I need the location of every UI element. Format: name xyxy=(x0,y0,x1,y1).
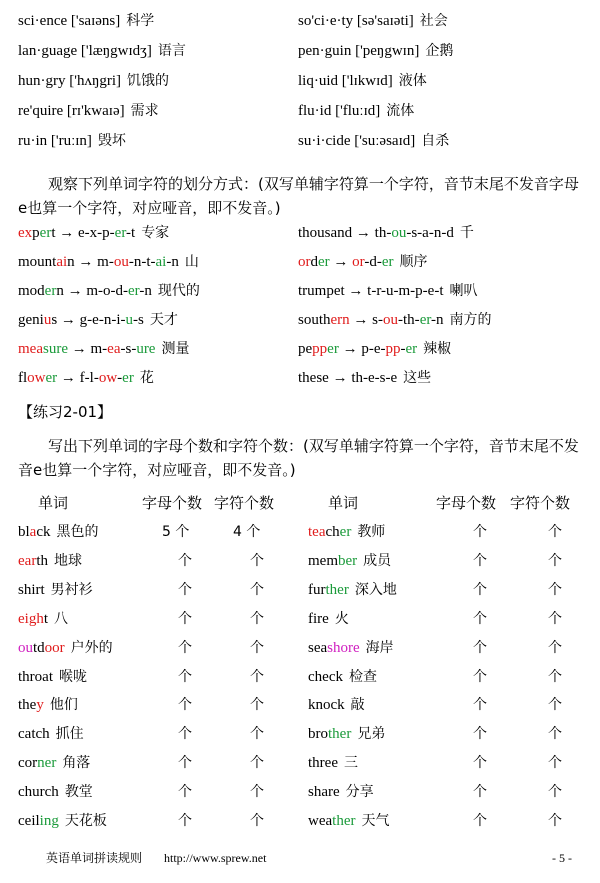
letter-count-right[interactable]: 个 xyxy=(473,581,487,598)
exercise-word-left xyxy=(18,518,99,547)
exercise-word-right-seg: ch xyxy=(325,524,340,540)
vocab-item-right xyxy=(298,38,453,64)
split-item-left-seg: -s xyxy=(132,312,144,328)
split-item-right xyxy=(298,278,477,304)
char-count-left[interactable]: 个 xyxy=(250,755,264,772)
split-item-right-seg: er xyxy=(381,254,394,270)
split-item-right-seg: or xyxy=(352,254,365,270)
vocab-item-right xyxy=(298,8,448,34)
split-item-left xyxy=(18,365,154,391)
split-item-left-seg: mount xyxy=(18,254,57,270)
char-count-left[interactable]: 个 xyxy=(250,813,264,829)
char-count-left[interactable]: 个 xyxy=(250,668,264,685)
chinese-meaning: 教堂 xyxy=(64,784,93,801)
exercise-word-left-seg: ner xyxy=(37,755,57,772)
letter-count-left[interactable]: 个 xyxy=(178,552,192,569)
exercise-word-left-seg: y xyxy=(36,697,44,714)
exercise-word-left xyxy=(18,663,87,692)
chinese-meaning: 海岸 xyxy=(365,639,394,656)
exercise-word-left-seg: oor xyxy=(44,639,65,656)
chinese-meaning: 成员 xyxy=(363,552,392,569)
vocab-item-right xyxy=(298,68,427,94)
exercise-word-left-seg: shirt xyxy=(18,581,45,598)
exercise-word-right xyxy=(308,749,358,778)
split-item-left xyxy=(18,336,189,362)
chinese-meaning: 语言 xyxy=(157,43,186,59)
split-item-left-seg: t xyxy=(51,225,56,241)
chinese-meaning: 顺序 xyxy=(399,254,428,270)
split-item-left-seg: n xyxy=(67,254,75,270)
letter-count-left[interactable]: 个 xyxy=(178,581,192,598)
split-item-right-seg: → s- xyxy=(349,312,384,328)
split-item-left-seg: ow xyxy=(98,370,118,386)
chinese-meaning: 山 xyxy=(184,254,199,270)
exercise-word-left xyxy=(18,634,113,663)
exercise-word-left-seg: church xyxy=(18,784,59,801)
vocab-item-left xyxy=(18,128,126,154)
split-item-left-seg: → e-x-p- xyxy=(55,225,115,241)
split-item-left-seg: n xyxy=(56,283,64,299)
exercise-word-right-seg: ber xyxy=(338,552,358,569)
split-item-right-seg: -s-a-n-d xyxy=(406,225,454,241)
char-count-right[interactable]: 个 xyxy=(548,726,562,743)
letter-count-right[interactable]: 个 xyxy=(473,813,487,829)
vocab-item-right-seg: liq·uid ['lɪkwɪd] xyxy=(298,73,393,89)
split-item-right-seg: sand xyxy=(324,225,353,241)
exercise-word-right xyxy=(308,576,397,605)
split-item-right-seg: these xyxy=(298,370,329,386)
split-item-right-seg: er xyxy=(405,341,418,357)
exercise-word-left xyxy=(18,605,68,634)
split-item-right-seg: → xyxy=(329,254,353,270)
split-item-left-seg: er xyxy=(45,370,58,386)
chinese-meaning: 八 xyxy=(54,610,68,627)
exercise-word-right-seg: ther xyxy=(332,813,356,829)
letter-count-left[interactable]: 个 xyxy=(178,697,192,714)
exercise-word-left-seg: a xyxy=(29,524,37,540)
exercise-word-right xyxy=(308,663,377,692)
char-count-left[interactable]: 个 xyxy=(250,610,264,627)
char-count-left[interactable]: 个 xyxy=(250,552,264,569)
split-item-right-seg: → p-e- xyxy=(338,341,386,357)
split-item-right-seg: pp xyxy=(312,341,328,357)
letter-count-left[interactable]: 个 xyxy=(178,610,192,627)
exercise-word-right-seg: sea xyxy=(308,639,328,656)
chinese-meaning: 饥饿的 xyxy=(127,73,170,89)
exercise-word-right-seg: knock xyxy=(308,697,345,714)
chinese-meaning: 企鹅 xyxy=(425,43,454,59)
char-count-left[interactable]: 个 xyxy=(250,784,264,801)
char-count-right[interactable]: 个 xyxy=(548,813,562,829)
split-item-left-seg: ex xyxy=(18,225,33,241)
exercise-word-right-seg: shore xyxy=(327,639,360,656)
exercise-word-left xyxy=(18,778,93,807)
split-item-left-seg: -n-t- xyxy=(128,254,156,270)
split-item-right-seg: - xyxy=(400,341,406,357)
split-item-left-seg: er xyxy=(114,225,127,241)
char-count-right[interactable]: 个 xyxy=(548,610,562,627)
split-item-left-seg: → g-e-n-i- xyxy=(57,312,126,328)
split-item-left-seg: ea xyxy=(107,341,121,357)
chinese-meaning: 敲 xyxy=(350,697,365,714)
letter-count-left[interactable]: 5 个 xyxy=(162,524,190,540)
exercise-word-left-seg: ing xyxy=(39,813,59,829)
instruction-paragraph-2: 写出下列单词的字母个数和字符个数：(双写单辅字符算一个字符，音节末尾不发音e也算一个字符，对应哑音，即不发音。) xyxy=(18,437,579,479)
letter-count-right[interactable]: 个 xyxy=(473,610,487,627)
chinese-meaning: 教师 xyxy=(357,524,386,540)
exercise-word-left xyxy=(18,547,82,576)
exercise-word-left-seg: throat xyxy=(18,668,53,685)
exercise-word-right-seg: share xyxy=(308,784,340,801)
chinese-meaning: 社会 xyxy=(419,13,448,29)
chinese-meaning: 现代的 xyxy=(157,283,200,299)
split-item-left-seg: mea xyxy=(18,341,43,357)
vocab-item-right xyxy=(298,128,449,154)
char-count-left[interactable]: 个 xyxy=(250,581,264,598)
split-item-left-seg: sure xyxy=(42,341,68,357)
chinese-meaning: 天花板 xyxy=(64,813,107,829)
split-item-left-seg: - xyxy=(117,370,123,386)
chinese-meaning: 液体 xyxy=(398,73,427,89)
split-item-left-seg: → m-o-d- xyxy=(63,283,128,299)
letter-count-right[interactable]: 个 xyxy=(473,552,487,569)
split-item-right xyxy=(298,365,431,391)
exercise-word-right xyxy=(308,691,365,720)
exercise-word-right-seg: check xyxy=(308,668,343,685)
split-item-left-seg: er xyxy=(122,370,134,386)
split-item-right-seg: d xyxy=(310,254,318,270)
exercise-word-left-seg: ceil xyxy=(18,813,40,829)
exercise-word-left xyxy=(18,749,90,778)
vocab-item-left-seg: ru·in ['ruːɪn] xyxy=(18,133,92,149)
exercise-word-left-seg: ou xyxy=(18,639,33,656)
chinese-meaning: 兄弟 xyxy=(357,726,386,743)
chinese-meaning: 分享 xyxy=(345,784,374,801)
split-item-left xyxy=(18,249,199,275)
chinese-meaning: 他们 xyxy=(49,697,78,714)
exercise-word-right-seg: tea xyxy=(308,524,326,540)
vocab-item-left-seg: hun·gry ['hʌŋgri] xyxy=(18,73,122,89)
split-item-right-seg: thou xyxy=(298,225,325,241)
letter-count-left[interactable]: 个 xyxy=(178,668,192,685)
char-count-right[interactable]: 个 xyxy=(548,697,562,714)
split-item-right-seg: pe xyxy=(298,341,313,357)
exercise-word-right xyxy=(308,518,385,547)
split-item-right-seg: → th-e-s-e xyxy=(328,370,398,386)
chinese-meaning: 三 xyxy=(343,755,358,772)
exercise-word-right-seg: three xyxy=(308,755,338,772)
split-item-right-seg: or xyxy=(298,254,311,270)
vocab-item-left xyxy=(18,8,154,34)
chinese-meaning: 男衬衫 xyxy=(50,581,93,598)
exercise-word-left-seg: cor xyxy=(18,755,38,772)
letter-count-right[interactable]: 个 xyxy=(473,755,487,772)
exercise-word-right-seg: ther xyxy=(325,581,349,598)
letter-count-left[interactable]: 个 xyxy=(178,813,192,829)
exercise-word-right xyxy=(308,720,385,749)
letter-count-right[interactable]: 个 xyxy=(473,668,487,685)
split-item-right-seg: er xyxy=(419,312,432,328)
split-item-right xyxy=(298,220,474,246)
split-item-left-seg: er xyxy=(39,225,52,241)
split-item-right-seg: ou xyxy=(391,225,407,241)
split-item-left-seg: ai xyxy=(56,254,68,270)
char-count-right[interactable]: 个 xyxy=(548,668,562,685)
letter-count-left[interactable]: 个 xyxy=(178,726,192,743)
chinese-meaning: 户外的 xyxy=(70,639,113,656)
chinese-meaning: 火 xyxy=(334,610,349,627)
header-word-left: 单词 xyxy=(38,494,69,512)
split-item-left-seg: -s- xyxy=(120,341,137,357)
exercise-word-left-seg: eigh xyxy=(18,610,44,627)
split-item-right-seg: south xyxy=(298,312,331,328)
split-item-left-seg: ure xyxy=(136,341,156,357)
vocab-item-right-seg: flu·id ['fluːɪd] xyxy=(298,103,381,119)
exercise-word-right-seg: ther xyxy=(328,726,352,743)
exercise-word-right xyxy=(308,547,391,576)
exercise-word-right-seg: fire xyxy=(308,610,329,627)
split-item-left-seg: ou xyxy=(113,254,129,270)
chinese-meaning: 检查 xyxy=(348,668,377,685)
chinese-meaning: 黑色的 xyxy=(56,524,99,540)
page-number: - 5 - xyxy=(552,851,572,865)
split-item-right-seg: -n xyxy=(431,312,444,328)
vocab-item-right-seg: pen·guin ['peŋgwɪn] xyxy=(298,43,420,59)
exercise-word-left xyxy=(18,576,93,605)
vocab-item-left-seg: re'quire [rɪ'kwaɪə] xyxy=(18,103,125,119)
chinese-meaning: 自杀 xyxy=(421,133,450,149)
split-item-right xyxy=(298,307,492,333)
split-item-right-seg: trumpet xyxy=(298,283,345,299)
header-chars-right: 字符个数 xyxy=(510,494,571,512)
chinese-meaning: 喉咙 xyxy=(59,668,87,685)
split-item-left-seg: → f-l- xyxy=(57,370,99,386)
chinese-meaning: 流体 xyxy=(386,103,415,119)
split-item-right-seg: ern xyxy=(330,312,350,328)
chinese-meaning: 深入地 xyxy=(354,581,397,598)
vocab-item-left-seg: sci·ence ['saɪəns] xyxy=(18,13,121,29)
chinese-meaning: 喇叭 xyxy=(449,283,478,299)
char-count-left[interactable]: 个 xyxy=(250,639,264,656)
exercise-word-left-seg: bl xyxy=(18,524,30,540)
char-count-right[interactable]: 个 xyxy=(548,552,562,569)
letter-count-left[interactable]: 个 xyxy=(178,755,192,772)
split-item-left-seg: ai xyxy=(155,254,167,270)
footer-url[interactable]: http://www.sprew.net xyxy=(164,851,267,865)
split-item-right-seg: ou xyxy=(383,312,399,328)
chinese-meaning: 毁坏 xyxy=(97,133,126,149)
exercise-word-left-seg: ear xyxy=(18,552,37,569)
vocab-item-left-seg: lan·guage ['læŋgwɪdʒ] xyxy=(18,43,152,59)
instruction-paragraph-1: 观察下列单词字符的划分方式：(双写单辅字符算一个字符，音节末尾不发音字母e也算一个字符，对应哑音，即不发音。) xyxy=(18,175,579,217)
header-letters-left: 字母个数 xyxy=(142,494,203,512)
chinese-meaning: 地球 xyxy=(53,552,82,569)
letter-count-left[interactable]: 个 xyxy=(178,639,192,656)
exercise-word-right-seg: fur xyxy=(308,581,326,598)
letter-count-left[interactable]: 个 xyxy=(178,784,192,801)
split-item-left-seg: ow xyxy=(27,370,46,386)
vocab-item-left xyxy=(18,38,186,64)
char-count-left[interactable]: 个 xyxy=(250,726,264,743)
vocab-item-right-seg: so'ci·e·ty [sə'saɪəti] xyxy=(298,13,414,29)
vocab-item-right xyxy=(298,98,414,124)
chinese-meaning: 角落 xyxy=(62,755,91,772)
char-count-left[interactable]: 4 个 xyxy=(233,524,261,540)
exercise-title: 【练习2-01】 xyxy=(18,403,113,421)
split-item-left-seg: u xyxy=(125,312,133,328)
char-count-right[interactable]: 个 xyxy=(548,784,562,801)
chinese-meaning: 测量 xyxy=(161,341,190,357)
vocab-item-left xyxy=(18,68,169,94)
exercise-word-left-seg: ck xyxy=(36,524,51,540)
split-item-left-seg: -n xyxy=(166,254,179,270)
exercise-word-right xyxy=(308,807,389,836)
chinese-meaning: 南方的 xyxy=(449,312,492,328)
split-item-left-seg: s xyxy=(51,312,58,328)
char-count-right[interactable]: 个 xyxy=(548,639,562,656)
exercise-word-right xyxy=(308,605,349,634)
split-item-right-seg: er xyxy=(318,254,330,270)
letter-count-right[interactable]: 个 xyxy=(473,784,487,801)
split-item-left-seg: -t xyxy=(126,225,136,241)
exercise-word-right-seg: er xyxy=(339,524,352,540)
split-item-right xyxy=(298,249,428,275)
split-item-left-seg: p xyxy=(32,225,40,241)
split-item-right-seg: er xyxy=(327,341,339,357)
split-item-right-seg: → t-r-u-m-p-e-t xyxy=(344,283,444,299)
chinese-meaning: 天气 xyxy=(361,813,390,829)
split-item-left xyxy=(18,220,169,246)
chinese-meaning: 科学 xyxy=(126,13,155,29)
vocab-item-right-seg: su·i·cide ['suːəsaɪd] xyxy=(298,133,416,149)
split-item-right xyxy=(298,336,451,362)
exercise-word-right xyxy=(308,778,374,807)
chinese-meaning: 这些 xyxy=(403,370,432,386)
exercise-word-left-seg: th xyxy=(36,552,48,569)
exercise-word-left-seg: t xyxy=(43,610,48,627)
split-item-left-seg: → m- xyxy=(74,254,114,270)
exercise-word-left xyxy=(18,691,78,720)
split-item-right-seg: → th- xyxy=(352,225,392,241)
header-word-right: 单词 xyxy=(328,494,359,512)
chinese-meaning: 天才 xyxy=(149,312,178,328)
letter-count-right[interactable]: 个 xyxy=(473,639,487,656)
chinese-meaning: 花 xyxy=(139,370,154,386)
chinese-meaning: 需求 xyxy=(130,103,159,119)
exercise-word-left xyxy=(18,720,84,749)
char-count-right[interactable]: 个 xyxy=(548,524,562,540)
split-item-right-seg: -th- xyxy=(398,312,420,328)
header-chars-left: 字符个数 xyxy=(214,494,275,512)
split-item-left xyxy=(18,307,178,333)
footer-title: 英语单词拼读规则 xyxy=(46,851,143,865)
split-item-left xyxy=(18,278,200,304)
letter-count-right[interactable]: 个 xyxy=(473,726,487,743)
split-item-right-seg: -d- xyxy=(364,254,382,270)
chinese-meaning: 抓住 xyxy=(55,726,84,743)
exercise-word-left-seg: the xyxy=(18,697,37,714)
exercise-word-right xyxy=(308,634,394,663)
exercise-word-right-seg: mem xyxy=(308,552,338,569)
exercise-word-left-seg: td xyxy=(33,639,45,656)
exercise-word-right-seg: wea xyxy=(308,813,333,829)
chinese-meaning: 辣椒 xyxy=(423,341,452,357)
chinese-meaning: 千 xyxy=(459,225,474,241)
letter-count-right[interactable]: 个 xyxy=(473,697,487,714)
split-item-left-seg: u xyxy=(43,312,52,328)
split-item-left-seg: geni xyxy=(18,312,44,328)
char-count-left[interactable]: 个 xyxy=(250,697,264,714)
split-item-left-seg: fl xyxy=(18,370,28,386)
split-item-left-seg: → m- xyxy=(67,341,108,357)
exercise-word-left xyxy=(18,807,107,836)
char-count-right[interactable]: 个 xyxy=(548,755,562,772)
split-item-right-seg: pp xyxy=(385,341,401,357)
header-letters-right: 字母个数 xyxy=(436,494,497,512)
split-item-left-seg: mod xyxy=(18,283,45,299)
chinese-meaning: 专家 xyxy=(141,225,170,241)
letter-count-right[interactable]: 个 xyxy=(473,524,487,540)
exercise-word-left-seg: catch xyxy=(18,726,50,743)
split-item-left-seg: er xyxy=(127,283,140,299)
split-item-left-seg: -n xyxy=(139,283,152,299)
exercise-word-right-seg: bro xyxy=(308,726,328,743)
char-count-right[interactable]: 个 xyxy=(548,581,562,598)
vocab-item-left xyxy=(18,98,159,124)
split-item-left-seg: er xyxy=(44,283,57,299)
